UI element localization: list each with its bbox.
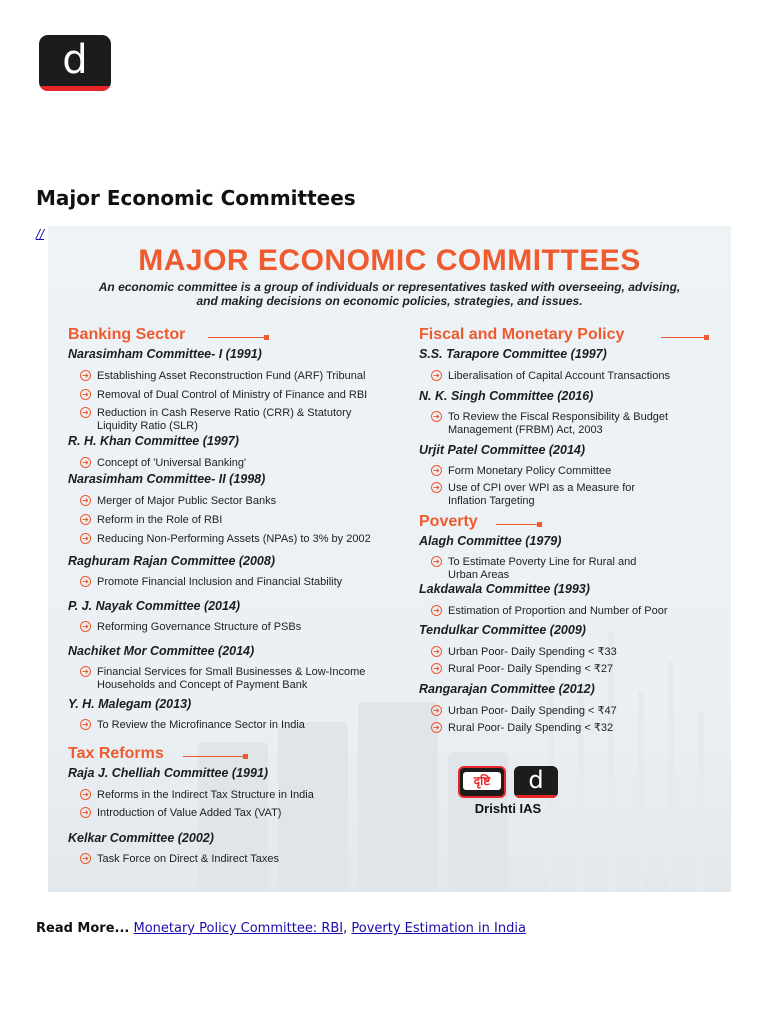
committee-name: N. K. Singh Committee (2016) (419, 389, 594, 403)
page-title: Major Economic Committees (36, 186, 356, 210)
drishti-hindi-logo: दृष्टि (458, 766, 506, 798)
committee-name: Kelkar Committee (2002) (68, 831, 214, 845)
section-underline (208, 337, 266, 338)
committee-name: Narasimham Committee- I (1991) (68, 347, 262, 361)
section-dot (704, 335, 709, 340)
arrow-circle-icon: ➜ (80, 666, 91, 677)
committee-name: Y. H. Malegam (2013) (68, 697, 192, 711)
arrow-circle-icon: ➜ (431, 482, 442, 493)
read-more-label: Read More... (36, 921, 130, 936)
arrow-circle-icon: ➜ (80, 457, 91, 468)
arrow-circle-icon: ➜ (431, 556, 442, 567)
section-underline (183, 756, 245, 757)
section-underline (661, 337, 706, 338)
logo-red-bar (39, 86, 111, 91)
arrow-circle-icon: ➜ (80, 807, 91, 818)
arrow-circle-icon: ➜ (431, 646, 442, 657)
arrow-circle-icon: ➜ (80, 789, 91, 800)
link-monetary-policy-committee[interactable]: Monetary Policy Committee: RBI (133, 921, 344, 936)
committee-name: Tendulkar Committee (2009) (419, 623, 586, 637)
section-heading-fiscal: Fiscal and Monetary Policy (419, 326, 625, 343)
committees-infographic (48, 226, 731, 892)
drishti-brand (458, 766, 558, 836)
committee-name: S.S. Tarapore Committee (1997) (419, 347, 607, 361)
arrow-circle-icon: ➜ (431, 663, 442, 674)
committee-name: Alagh Committee (1979) (419, 534, 562, 548)
arrow-circle-icon: ➜ (80, 370, 91, 381)
arrow-circle-icon: ➜ (80, 389, 91, 400)
committee-name: Rangarajan Committee (2012) (419, 682, 595, 696)
section-heading-poverty: Poverty (419, 513, 478, 530)
arrow-circle-icon: ➜ (80, 407, 91, 418)
section-dot (537, 522, 542, 527)
committee-name: Nachiket Mor Committee (2014) (68, 644, 255, 658)
drishti-d-logo: d (514, 766, 558, 798)
committee-name: P. J. Nayak Committee (2014) (68, 599, 241, 613)
committee-name: Lakdawala Committee (1993) (419, 582, 590, 596)
site-logo[interactable] (39, 35, 111, 91)
arrow-circle-icon: ➜ (80, 853, 91, 864)
infographic-subtitle: An economic committee is a group of individuals or representatives tasked with overseeing, advising, and making decisions on economic policies, strategies, and issues. (98, 280, 681, 308)
right-column: Fiscal and Monetary Policy S.S. Tarapore Committee (1997) ➜ Liberalisation of Capital Account Transactions N. K. Singh Committee (2016) ➜ To Review the Fiscal Responsibility & Budget Management (FRBM) Act, 2003 Urjit Patel Committee (2014) ➜ Form Monetary Policy Committee ➜ Use of CPI over WPI as a Measure for Inflation Targeting Poverty Alagh Committee (1979) ➜ To Estimate Poverty Line for Rural and Urban Areas Lakdawala Committee (1993) ➜ Estimation of Proportion and Number of Poor Tendulkar Committee (2009) ➜ Urban Poor- Daily Spending < ₹33 ➜ Rural Poor- Daily Spending < ₹27 Rangarajan Committee (2012) ➜ Urban Poor- Daily Spending < ₹47 ➜ Rural Poor- Daily Spending < ₹32 (419, 226, 719, 892)
arrow-circle-icon: ➜ (431, 411, 442, 422)
read-more (36, 921, 526, 936)
arrow-circle-icon: ➜ (431, 705, 442, 716)
section-heading-tax: Tax Reforms (68, 745, 164, 762)
brand-name: Drishti IAS (474, 801, 542, 816)
arrow-circle-icon: ➜ (80, 576, 91, 587)
left-column: Banking Sector Narasimham Committee- I (1991) ➜ Establishing Asset Reconstruction Fund (ARF) Tribunal ➜ Removal of Dual Control of Ministry of Finance and RBI ➜ Reduction in Cash Reserve Ratio (CRR) & Statutory Liquidity Ratio (SLR) R. H. Khan Committee (1997) ➜ Concept of 'Universal Banking' Narasimham Committee- II (1998) ➜ Merger of Major Public Sector Banks ➜ Reform in the Role of RBI ➜ Reducing Non-Performing Assets (NPAs) to 3% by 2002 Raghuram Rajan Committee (2008) ➜ Promote Financial Inclusion and Financial Stability P. J. Nayak Committee (2014) ➜ Reforming Governance Structure of PSBs Nachiket Mor Committee (2014) ➜ Financial Services for Small Businesses & Low-Income Households and Concept of Payment Bank Y. H. Malegam (2013) ➜ To Review the Microfinance Sector in India Tax Reforms Raja J. Chelliah Committee (1991) ➜ Reforms in the Indirect Tax Structure in India ➜ Introduction of Value Added Tax (VAT) Kelkar Committee (2002) ➜ Task Force on Direct & Indirect Taxes (68, 326, 371, 865)
section-dot (264, 335, 269, 340)
arrow-circle-icon: ➜ (431, 605, 442, 616)
arrow-circle-icon: ➜ (80, 533, 91, 544)
arrow-circle-icon: ➜ (431, 370, 442, 381)
logo-letter: d (62, 37, 88, 83)
committee-name: Urjit Patel Committee (2014) (419, 443, 586, 457)
committee-name: Narasimham Committee- II (1998) (68, 472, 266, 486)
arrow-circle-icon: ➜ (431, 465, 442, 476)
section-underline (496, 524, 539, 525)
committee-name: R. H. Khan Committee (1997) (68, 434, 239, 448)
arrow-circle-icon: ➜ (80, 495, 91, 506)
link-poverty-estimation[interactable]: Poverty Estimation in India (351, 921, 526, 936)
link-separator: , (343, 921, 348, 936)
section-heading-banking: Banking Sector (68, 326, 186, 343)
infographic-title: MAJOR ECONOMIC COMMITTEES (138, 244, 641, 277)
image-link[interactable]: // (36, 227, 45, 241)
arrow-circle-icon: ➜ (431, 722, 442, 733)
committee-name: Raghuram Rajan Committee (2008) (68, 554, 276, 568)
arrow-circle-icon: ➜ (80, 719, 91, 730)
arrow-circle-icon: ➜ (80, 621, 91, 632)
arrow-circle-icon: ➜ (80, 514, 91, 525)
committee-name: Raja J. Chelliah Committee (1991) (68, 766, 269, 780)
section-dot (243, 754, 248, 759)
